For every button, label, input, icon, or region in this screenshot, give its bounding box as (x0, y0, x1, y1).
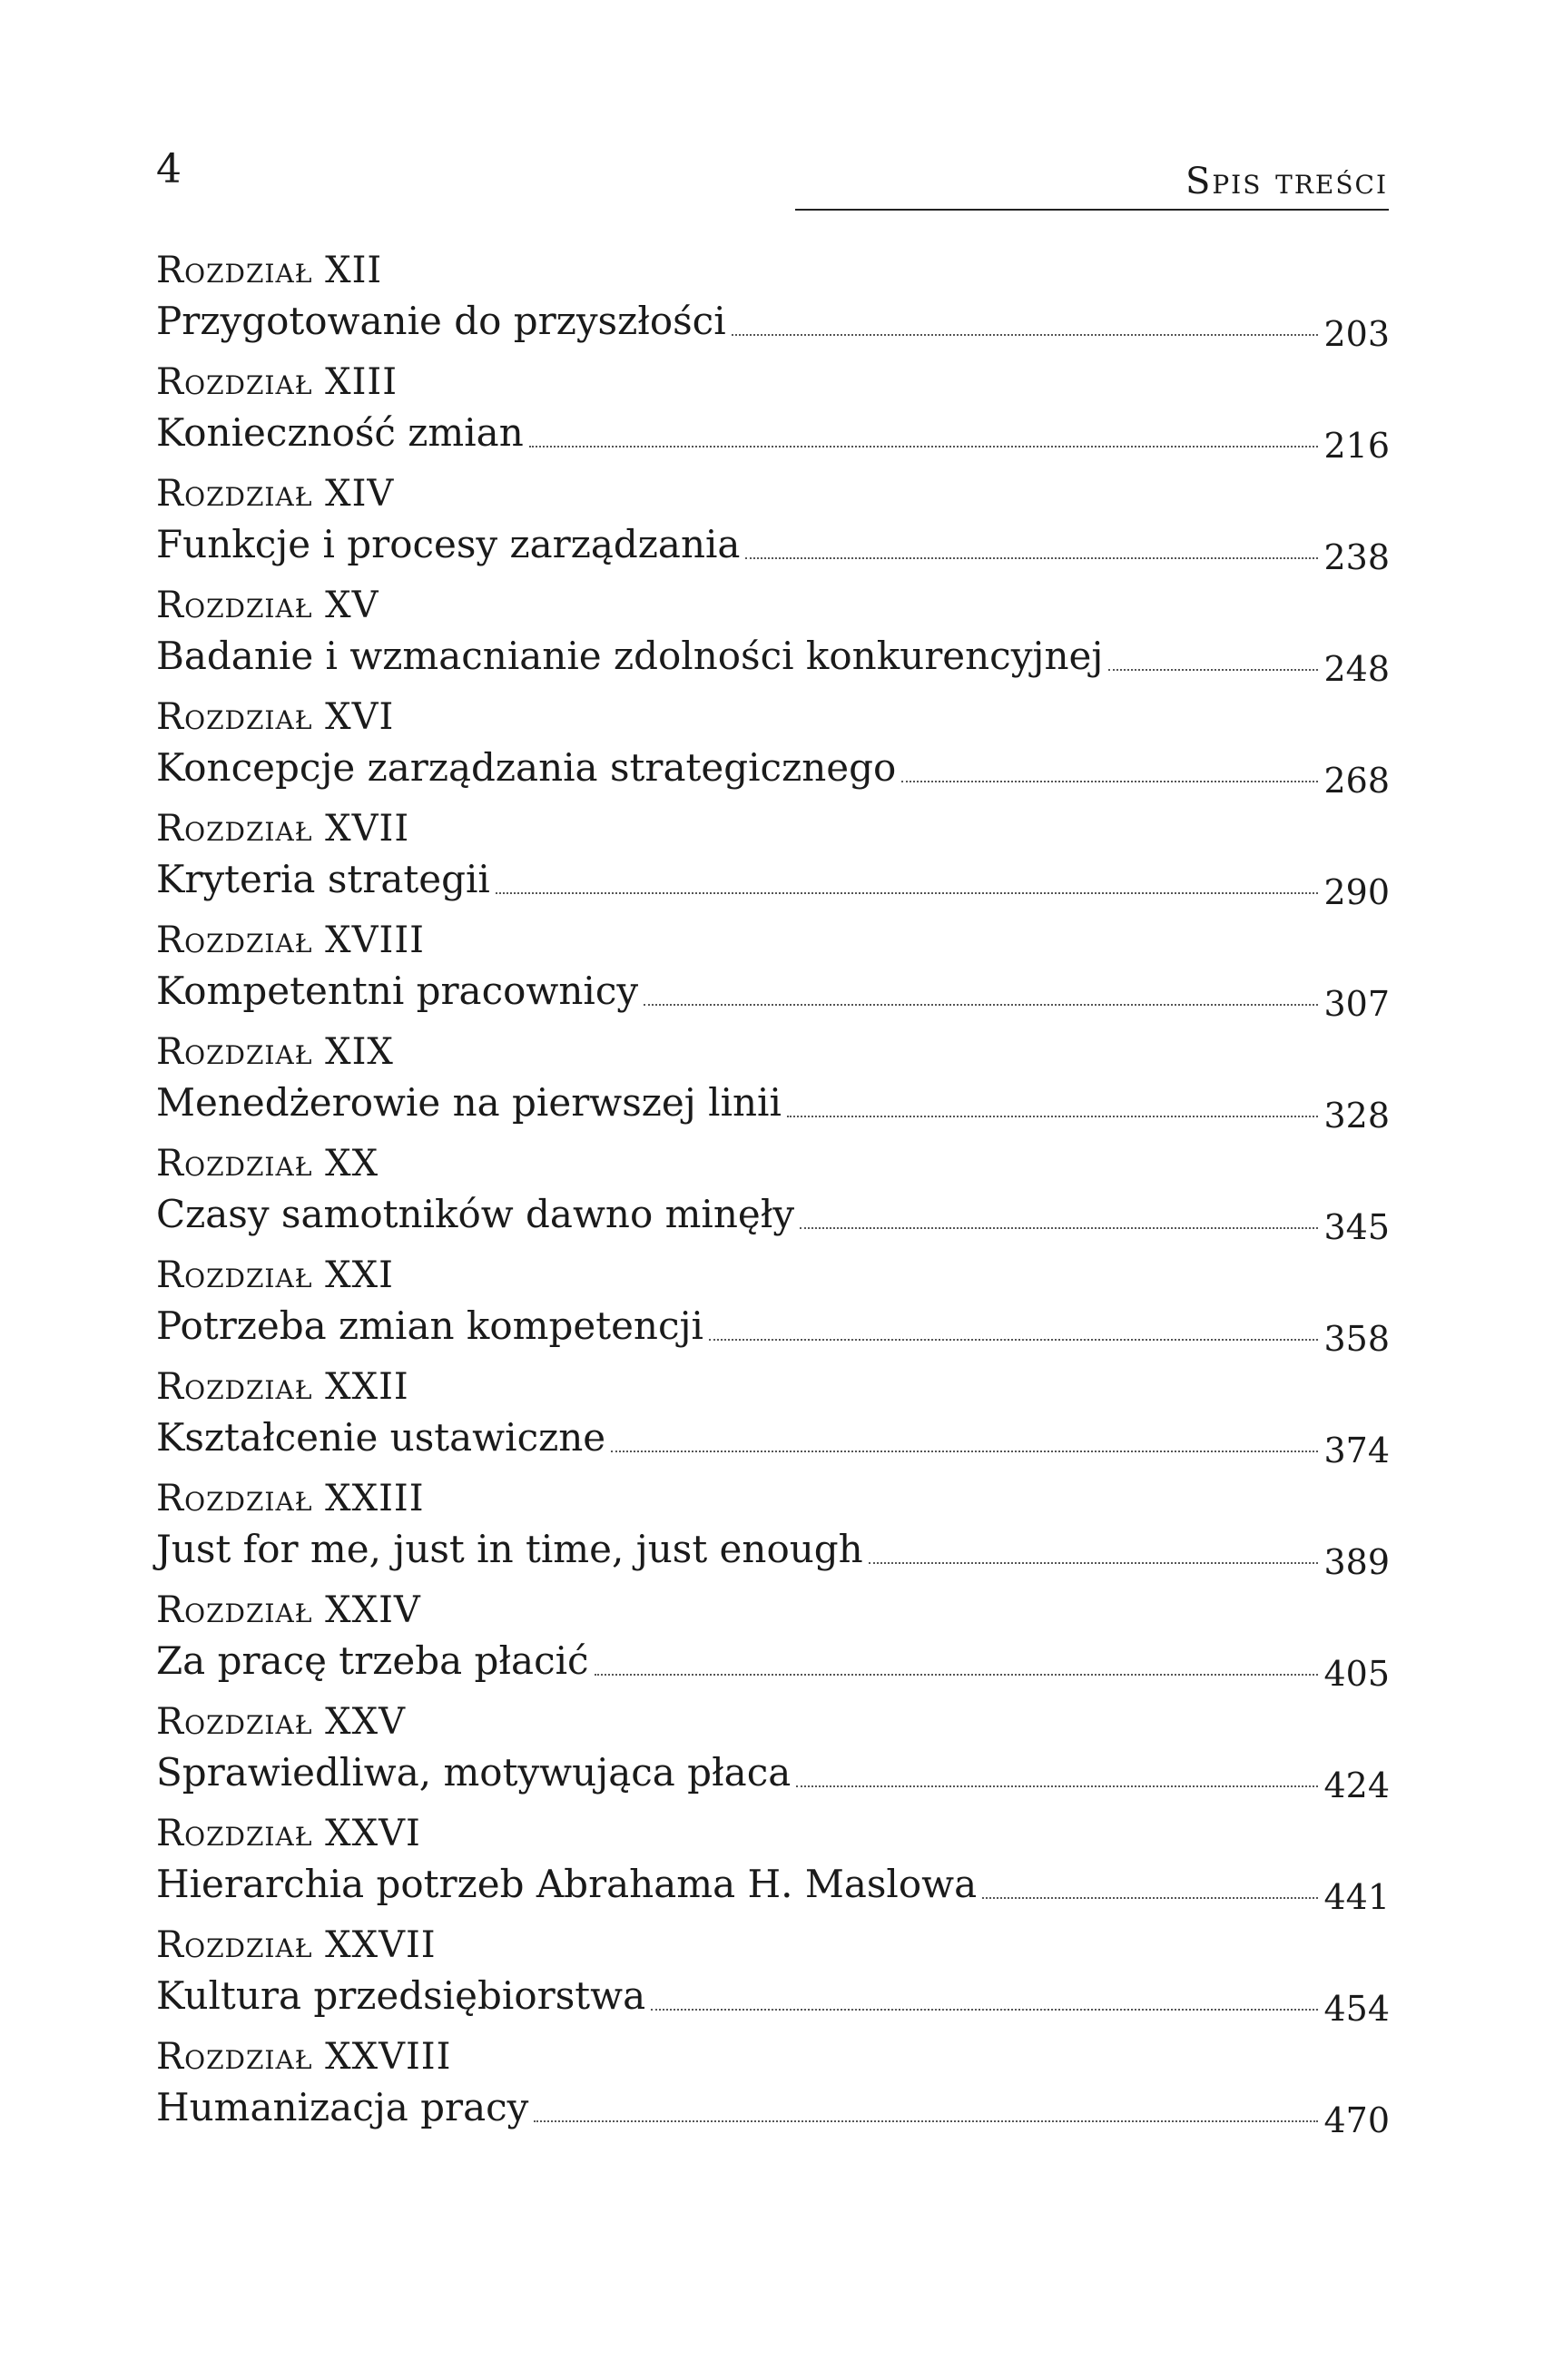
entry-line (156, 1189, 1390, 1247)
entry-title: Hierarchia potrzeb Abrahama H. Maslowa (156, 1862, 978, 1906)
entry-line (156, 631, 1390, 689)
chapter-label: Rozdział XIX (156, 1031, 394, 1073)
entry-page-number: 203 (1323, 314, 1390, 354)
header-rule (795, 209, 1389, 211)
page-number: 4 (156, 146, 182, 192)
entry-title: Przygotowanie do przyszłości (156, 299, 726, 343)
chapter-label: Rozdział XVII (156, 808, 410, 850)
entry-line (156, 1412, 1390, 1470)
chapter-label: Rozdział XXVII (156, 1924, 437, 1966)
entry-title: Humanizacja pracy (156, 2085, 529, 2129)
dot-leader (869, 1561, 1319, 1564)
entry-page-number: 470 (1323, 2100, 1390, 2140)
toc-entry[interactable] (156, 915, 1390, 1027)
running-head: Spis treści (1185, 161, 1388, 202)
toc-entry[interactable] (156, 803, 1390, 915)
entry-line (156, 966, 1390, 1024)
toc-entry[interactable] (156, 468, 1390, 580)
entry-page-number: 345 (1323, 1207, 1390, 1247)
entry-line (156, 1524, 1390, 1582)
toc-entry[interactable] (156, 1027, 1390, 1138)
toc-entry[interactable] (156, 1920, 1390, 2031)
entry-page-number: 290 (1323, 872, 1390, 912)
entry-title: Potrzeba zmian kompetencji (156, 1303, 703, 1348)
entry-page-number: 216 (1323, 426, 1390, 466)
toc-entry[interactable] (156, 2031, 1390, 2143)
toc-entry[interactable] (156, 1138, 1390, 1250)
dot-leader (611, 1450, 1318, 1452)
entry-title: Czasy samotników dawno minęły (156, 1192, 795, 1236)
entry-line (156, 1636, 1390, 1694)
chapter-label: Rozdział XVI (156, 696, 395, 738)
entry-line (156, 2082, 1390, 2140)
chapter-label: Rozdział XII (156, 250, 383, 291)
entry-title: Konieczność zmian (156, 410, 524, 455)
entry-line (156, 519, 1390, 577)
dot-leader (651, 2008, 1318, 2011)
entry-page-number: 248 (1323, 649, 1390, 689)
entry-title: Kryteria strategii (156, 857, 490, 901)
entry-page-number: 424 (1323, 1765, 1390, 1805)
entry-page-number: 307 (1323, 984, 1390, 1024)
chapter-label: Rozdział XXII (156, 1366, 409, 1408)
entry-title: Funkcje i procesy zarządzania (156, 522, 741, 566)
dot-leader (732, 333, 1319, 336)
entry-page-number: 238 (1323, 537, 1390, 577)
entry-title: Koncepcje zarządzania strategicznego (156, 745, 897, 790)
chapter-label: Rozdział XXVIII (156, 2036, 452, 2078)
entry-page-number: 358 (1323, 1319, 1390, 1359)
entry-line (156, 1859, 1390, 1917)
entry-page-number: 374 (1323, 1431, 1390, 1470)
entry-line (156, 1971, 1390, 2029)
toc-entry[interactable] (156, 1250, 1390, 1362)
entry-line (156, 408, 1390, 466)
entry-line (156, 1301, 1390, 1359)
dot-leader (901, 780, 1318, 782)
chapter-label: Rozdział XX (156, 1143, 379, 1185)
toc-entry[interactable] (156, 1473, 1390, 1585)
entry-line (156, 854, 1390, 912)
toc-entry[interactable] (156, 580, 1390, 692)
chapter-label: Rozdział XVIII (156, 920, 425, 961)
entry-line (156, 296, 1390, 354)
dot-leader (796, 1785, 1318, 1787)
entry-title: Kompetentni pracownicy (156, 969, 639, 1013)
chapter-label: Rozdział XIII (156, 361, 398, 403)
entry-title: Kształcenie ustawiczne (156, 1415, 606, 1460)
toc-entry[interactable] (156, 1696, 1390, 1808)
dot-leader (982, 1896, 1318, 1899)
dot-leader (534, 2119, 1318, 2122)
toc-entry[interactable] (156, 1808, 1390, 1920)
dot-leader (745, 556, 1318, 559)
entry-page-number: 405 (1323, 1654, 1390, 1694)
entry-page-number: 389 (1323, 1542, 1390, 1582)
dot-leader (787, 1115, 1319, 1117)
dot-leader (709, 1338, 1319, 1341)
table-of-contents (156, 245, 1390, 2143)
entry-line (156, 743, 1390, 801)
entry-title: Za pracę trzeba płacić (156, 1638, 589, 1683)
chapter-label: Rozdział XXV (156, 1701, 406, 1743)
chapter-label: Rozdział XXVI (156, 1813, 421, 1854)
toc-entry[interactable] (156, 1362, 1390, 1473)
dot-leader (644, 1003, 1318, 1006)
chapter-label: Rozdział XXIII (156, 1478, 425, 1519)
entry-title: Badanie i wzmacnianie zdolności konkurencyjnej (156, 634, 1104, 678)
entry-title: Sprawiedliwa, motywująca płaca (156, 1750, 792, 1795)
entry-title: Just for me, just in time, just enough (156, 1527, 863, 1571)
entry-page-number: 454 (1323, 1989, 1390, 2029)
toc-entry[interactable] (156, 692, 1390, 803)
toc-entry[interactable] (156, 1585, 1390, 1696)
entry-title: Menedżerowie na pierwszej linii (156, 1080, 782, 1125)
entry-page-number: 328 (1323, 1096, 1390, 1136)
toc-entry[interactable] (156, 357, 1390, 468)
dot-leader (800, 1226, 1318, 1229)
chapter-label: Rozdział XV (156, 585, 379, 626)
chapter-label: Rozdział XXI (156, 1254, 394, 1296)
dot-leader (496, 891, 1319, 894)
chapter-label: Rozdział XIV (156, 473, 395, 515)
entry-page-number: 441 (1323, 1877, 1390, 1917)
toc-entry[interactable] (156, 245, 1390, 357)
entry-title: Kultura przedsiębiorstwa (156, 1973, 646, 2018)
dot-leader (1108, 668, 1318, 671)
chapter-label: Rozdział XXIV (156, 1589, 421, 1631)
entry-page-number: 268 (1323, 761, 1390, 801)
dot-leader (595, 1673, 1319, 1676)
dot-leader (529, 445, 1319, 447)
entry-line (156, 1747, 1390, 1805)
entry-line (156, 1077, 1390, 1136)
